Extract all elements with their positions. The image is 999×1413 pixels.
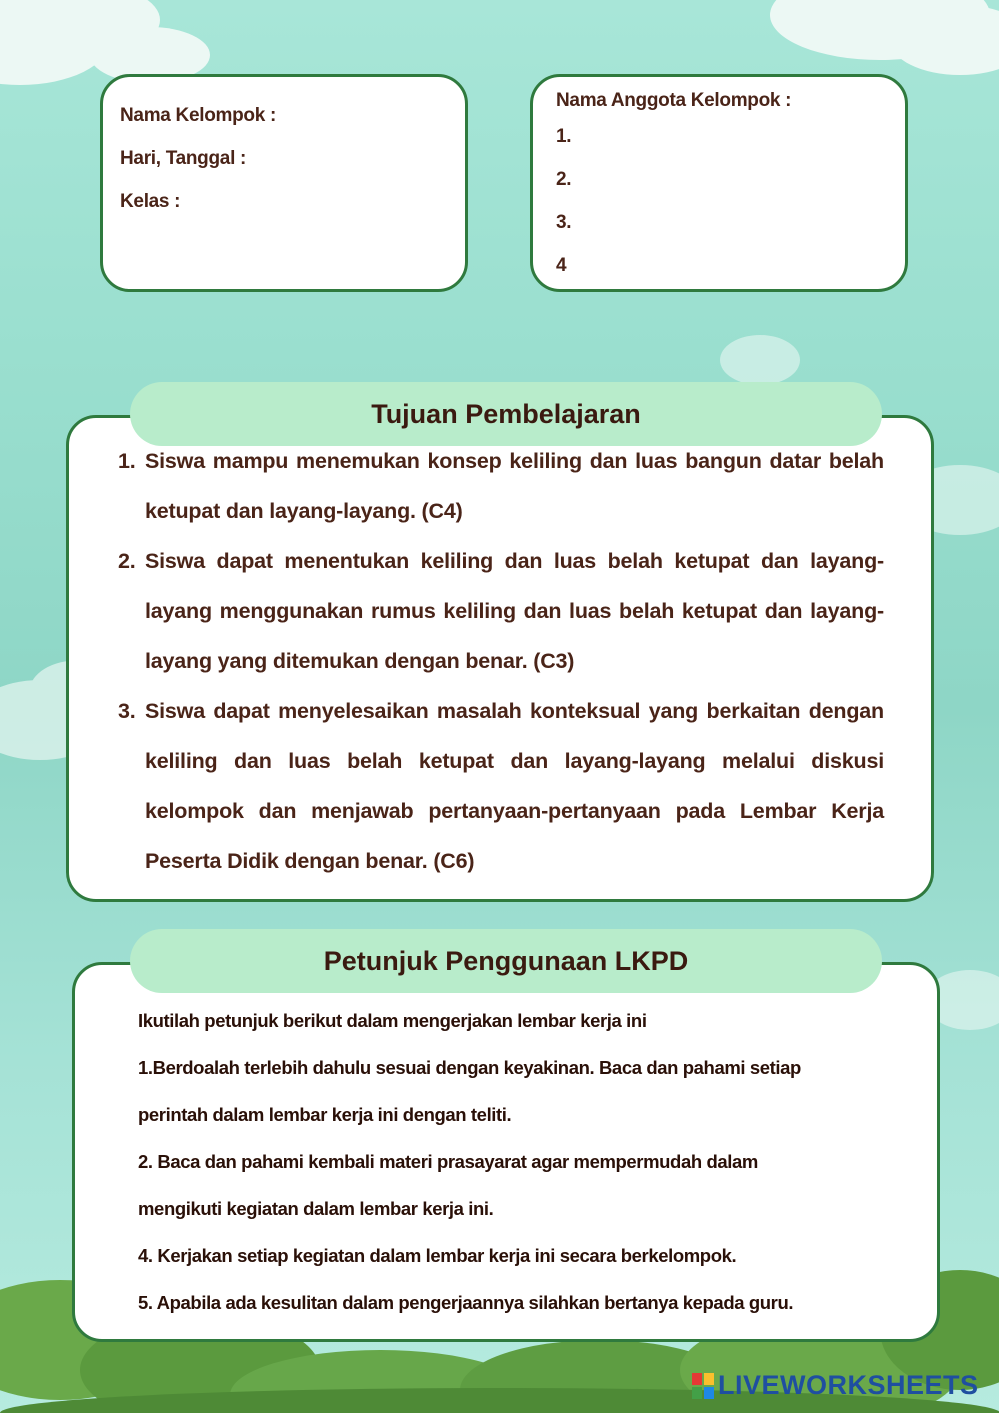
members-title: Nama Anggota Kelompok : (556, 90, 792, 111)
tujuan-item (118, 536, 884, 686)
member-number-2: 2. (556, 169, 572, 190)
group-name-label: Nama Kelompok : (120, 105, 276, 126)
petunjuk-line: 4. Kerjakan setiap kegiatan dalam lembar kerja ini secara berkelompok. (138, 1245, 737, 1266)
date-label: Hari, Tanggal : (120, 148, 247, 169)
petunjuk-line: mengikuti kegiatan dalam lembar kerja ini. (138, 1198, 494, 1219)
tujuan-item-number: 2. (118, 549, 136, 573)
tujuan-title: Tujuan Pembelajaran (371, 399, 641, 429)
petunjuk-line: Ikutilah petunjuk berikut dalam mengerjakan lembar kerja ini (138, 1010, 647, 1031)
liveworksheets-logo-text: LIVEWORKSHEETS (718, 1370, 979, 1400)
cloud-top-right (770, 0, 999, 75)
class-label: Kelas : (120, 191, 181, 212)
tujuan-item-number: 1. (118, 449, 136, 473)
petunjuk-line: perintah dalam lembar kerja ini dengan teliti. (138, 1104, 512, 1125)
tujuan-item-text: Siswa dapat menyelesaikan masalah konteksual yang berkaitan dengan keliling dan luas belah ketupat dan layang-layang melalui diskusi kelompok dan menjawab pertanyaan-pertanyaan pada Lembar Kerja Peserta Didik dengan benar. (C6) (145, 699, 884, 873)
liveworksheets-logo-icon (692, 1373, 714, 1399)
tujuan-item-text: Siswa dapat menentukan keliling dan luas belah ketupat dan layang-layang menggunakan rumus keliling dan luas belah ketupat dan layang-layang yang ditemukan dengan benar. (C3) (145, 549, 884, 673)
tujuan-item (118, 436, 884, 536)
member-number-3: 3. (556, 212, 572, 233)
tujuan-item-number: 3. (118, 699, 136, 723)
tujuan-list (118, 436, 884, 886)
liveworksheets-logo[interactable] (692, 1370, 979, 1401)
cloud-top-left (0, 0, 210, 85)
petunjuk-line: 5. Apabila ada kesulitan dalam pengerjaannya silahkan bertanya kepada guru. (138, 1292, 794, 1313)
petunjuk-line: 2. Baca dan pahami kembali materi prasayarat agar mempermudah dalam (138, 1151, 758, 1172)
tujuan-item-text: Siswa mampu menemukan konsep keliling dan luas bangun datar belah ketupat dan layang-layang. (C4) (145, 449, 884, 523)
petunjuk-title-pill (130, 929, 882, 993)
member-number-4: 4 (556, 255, 567, 276)
petunjuk-line: 1.Berdoalah terlebih dahulu sesuai dengan keyakinan. Baca dan pahami setiap (138, 1057, 801, 1078)
tujuan-item (118, 686, 884, 886)
petunjuk-title: Petunjuk Penggunaan LKPD (323, 946, 689, 976)
member-number-1: 1. (556, 126, 572, 147)
